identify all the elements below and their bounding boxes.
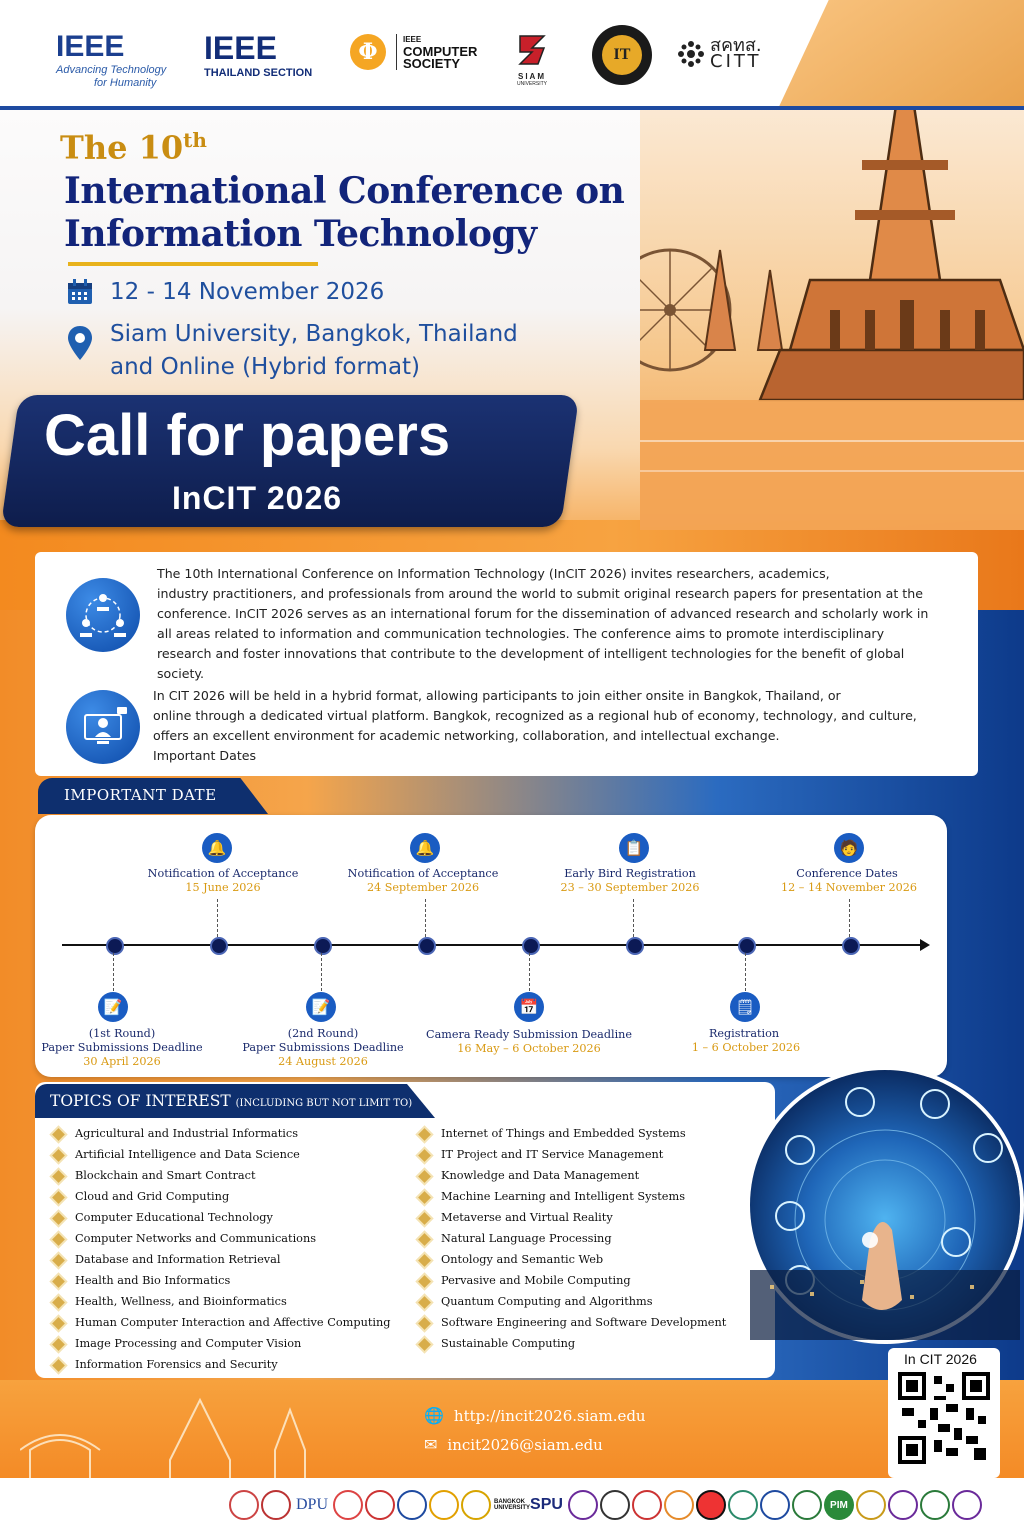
topic-label: Blockchain and Smart Contract (75, 1169, 256, 1182)
topic-item (420, 1312, 726, 1333)
partner-seal-icon (429, 1490, 459, 1520)
diamond-bullet-icon (52, 1338, 65, 1351)
partner-seal-icon (333, 1490, 363, 1520)
topic-item (420, 1165, 726, 1186)
ieee-tagline: Advancing Technology (56, 64, 167, 76)
diamond-bullet-icon (418, 1233, 431, 1246)
form-icon: 🗒 (730, 992, 760, 1022)
topic-label: Image Processing and Computer Vision (75, 1337, 302, 1350)
citt-thai: สคทส. (710, 35, 762, 56)
partner-seal-icon (365, 1490, 395, 1520)
timeline-dot (522, 937, 540, 955)
bell-icon: 🔔 (410, 833, 440, 863)
globe-icon: 🌐 (424, 1406, 444, 1425)
ordinal-text: The 10 (60, 128, 184, 167)
partner-seal-icon (856, 1490, 886, 1520)
milestone-connector (849, 899, 850, 937)
milestone-date: 12 – 14 November 2026 (781, 881, 917, 894)
partner-seal-icon (632, 1490, 662, 1520)
partner-seal-icon (600, 1490, 630, 1520)
topic-item (54, 1144, 391, 1165)
timeline-arrow (920, 939, 930, 951)
diamond-bullet-icon (52, 1170, 65, 1183)
ieee-thailand-logo-text: IEEE (204, 30, 277, 66)
milestone-date: 30 April 2026 (83, 1055, 161, 1068)
partner-dpu: DPU (296, 1496, 329, 1513)
intro-p1-line: The 10th International Conference on Information Technology (InCIT 2026) invites researchers, academics, (157, 566, 830, 581)
calendar-clock-icon: 📅 (514, 992, 544, 1022)
timeline-axis (62, 944, 924, 946)
partner-logos (228, 1490, 983, 1520)
venue-line2: and Online (Hybrid format) (110, 354, 421, 380)
intro-p2-line: online through a dedicated virtual platform. Bangkok, recognized as a regional hub of economy, technology, and culture, (153, 708, 917, 723)
milestone-round: (2nd Round) (287, 1027, 359, 1040)
it-faculty-seal-logo (592, 25, 652, 85)
bell-icon: 🔔 (202, 833, 232, 863)
milestone-title: Notification of Acceptance (147, 867, 299, 880)
topic-label: Database and Information Retrieval (75, 1253, 281, 1266)
milestone-connector (529, 953, 530, 991)
diamond-bullet-icon (52, 1254, 65, 1267)
milestone-date: 1 – 6 October 2026 (691, 1041, 801, 1054)
milestone-title: Paper Submissions Deadline (242, 1041, 404, 1054)
topics-heading-text: TOPICS OF INTEREST (50, 1092, 231, 1110)
topic-item (54, 1333, 391, 1354)
topic-label: Ontology and Semantic Web (441, 1253, 604, 1266)
conference-title-line1: International Conference on (64, 170, 625, 212)
qr-code-label: In CIT 2026 (904, 1351, 977, 1367)
topic-label: Agricultural and Industrial Informatics (75, 1127, 298, 1140)
topic-item (54, 1270, 391, 1291)
topics-column-2 (420, 1123, 726, 1354)
siam-sub: UNIVERSITY (516, 81, 547, 87)
siam-name: SIAM (518, 72, 546, 81)
intro-p2-line: offers an excellent environment for academic networking, collaboration, and intellectual exchange. (153, 728, 780, 743)
topic-label: Information Forensics and Security (75, 1358, 278, 1371)
intro-p1-line: all areas related to information and communication technologies. The conference aims to promote interdisciplinary (157, 626, 885, 641)
topic-label: Computer Educational Technology (75, 1211, 273, 1224)
milestone-connector (633, 899, 634, 937)
milestone-connector (425, 899, 426, 937)
topic-item (420, 1333, 726, 1354)
intro-p1-line: society. (157, 666, 205, 681)
it-badge: IT (602, 35, 642, 75)
milestone-date: 16 May – 6 October 2026 (457, 1042, 601, 1055)
topic-label: Knowledge and Data Management (441, 1169, 640, 1182)
milestone-title: Early Bird Registration (564, 867, 696, 880)
diamond-bullet-icon (52, 1149, 65, 1162)
milestone-connector (321, 953, 322, 991)
ieee-tagline-2: for Humanity (94, 77, 157, 89)
partner-seal-icon (229, 1490, 259, 1520)
diamond-bullet-icon (52, 1317, 65, 1330)
partner-seal-icon (792, 1490, 822, 1520)
ieee-thailand-sub: THAILAND SECTION (204, 67, 313, 79)
diamond-bullet-icon (418, 1128, 431, 1141)
phi-icon: Φ (350, 34, 386, 70)
email-address[interactable]: incit2026@siam.edu (447, 1435, 603, 1454)
topic-item (54, 1123, 391, 1144)
diamond-bullet-icon (418, 1296, 431, 1309)
partner-pim: PIM (824, 1490, 854, 1520)
diamond-bullet-icon (52, 1275, 65, 1288)
intro-paragraph-1 (157, 564, 947, 684)
timeline-dot (842, 937, 860, 955)
timeline-dot (210, 937, 228, 955)
milestone-title: Conference Dates (796, 867, 898, 880)
diamond-bullet-icon (52, 1212, 65, 1225)
diamond-bullet-icon (52, 1296, 65, 1309)
milestone-date: 24 August 2026 (278, 1055, 368, 1068)
ieee-logo-text: IEEE (56, 30, 125, 63)
partner-seal-icon (397, 1490, 427, 1520)
partner-seal-icon (888, 1490, 918, 1520)
milestone-date: 24 September 2026 (366, 881, 480, 894)
citt-flower-icon (676, 39, 706, 69)
diamond-bullet-icon (418, 1170, 431, 1183)
partner-bangkok-university: BANGKOK UNIVERSITY (494, 1499, 531, 1511)
event-dates-text: 12 - 14 November 2026 (110, 279, 385, 305)
topic-item (420, 1186, 726, 1207)
topic-item (420, 1270, 726, 1291)
diamond-bullet-icon (418, 1212, 431, 1225)
conference-title-line2: Information Technology (64, 213, 537, 255)
email-link[interactable] (424, 1435, 603, 1454)
partner-seal-icon (261, 1490, 291, 1520)
event-dates (66, 278, 384, 306)
call-for-papers-title: Call for papers (44, 403, 451, 468)
milestone-connector (217, 899, 218, 937)
ordinal-suffix: th (183, 128, 207, 152)
topic-item (420, 1123, 726, 1144)
timeline-dot (106, 937, 124, 955)
topic-item (54, 1249, 391, 1270)
location-pin-icon (66, 324, 94, 364)
milestone-title: Notification of Acceptance (347, 867, 499, 880)
diamond-bullet-icon (418, 1317, 431, 1330)
partner-logo-strip (0, 1478, 1024, 1536)
intro-p1-line: research and foster innovations that contribute to the development of intelligent technologies for the benefit of global (157, 646, 905, 661)
diamond-bullet-icon (418, 1275, 431, 1288)
diamond-bullet-icon (52, 1233, 65, 1246)
topic-label: Health, Wellness, and Bioinformatics (75, 1295, 287, 1308)
online-presenter-icon (66, 690, 140, 764)
topics-heading (50, 1092, 412, 1110)
timeline-dot (738, 937, 756, 955)
topic-item (420, 1207, 726, 1228)
topic-item (420, 1228, 726, 1249)
mail-icon: ✉ (424, 1435, 438, 1454)
topic-label: Machine Learning and Intelligent Systems (441, 1190, 685, 1203)
cs-line1: IEEE (403, 35, 422, 44)
intro-p2-line: Important Dates (153, 748, 257, 763)
topic-label: Natural Language Processing (441, 1232, 612, 1245)
partner-seal-icon (728, 1490, 758, 1520)
topic-item (54, 1165, 391, 1186)
title-underline (68, 262, 318, 266)
milestone-connector (745, 953, 746, 991)
topic-item (54, 1291, 391, 1312)
topic-label: Internet of Things and Embedded Systems (441, 1127, 686, 1140)
topic-item (54, 1186, 391, 1207)
milestone-connector (113, 953, 114, 991)
topic-label: Human Computer Interaction and Affective Computing (75, 1316, 391, 1329)
milestone-title: Camera Ready Submission Deadline (426, 1028, 632, 1041)
document-edit-icon: 📝 (98, 992, 128, 1022)
milestone-title: Paper Submissions Deadline (41, 1041, 203, 1054)
milestone-round: (1st Round) (88, 1027, 156, 1040)
diamond-bullet-icon (418, 1149, 431, 1162)
topic-item (420, 1291, 726, 1312)
partner-seal-icon (664, 1490, 694, 1520)
website-url[interactable]: http://incit2026.siam.edu (453, 1406, 646, 1425)
intro-p2-line: In CIT 2026 will be held in a hybrid format, allowing participants to join either onsite in Bangkok, Thailand, or (153, 688, 841, 703)
diamond-bullet-icon (52, 1128, 65, 1141)
qr-code-icon[interactable] (898, 1372, 990, 1464)
intro-p1-line: industry practitioners, and professionals from around the world to submit original research papers for presentation at the (157, 586, 923, 601)
ieee-thailand-logo (204, 30, 312, 79)
document-edit-icon: 📝 (306, 992, 336, 1022)
venue-line1: Siam University, Bangkok, Thailand (110, 321, 518, 347)
cs-line3: SOCIETY (403, 56, 461, 71)
important-date-heading: IMPORTANT DATE (64, 786, 217, 804)
technology-hand-image (750, 1070, 1020, 1340)
topic-label: Computer Networks and Communications (75, 1232, 317, 1245)
clipboard-icon: 📋 (619, 833, 649, 863)
partner-seal-icon (696, 1490, 726, 1520)
topic-item (54, 1228, 391, 1249)
diamond-bullet-icon (418, 1254, 431, 1267)
topics-column-1 (54, 1123, 391, 1375)
partner-seal-icon (461, 1490, 491, 1520)
partner-spu: SPU (530, 1496, 563, 1513)
citt-name: CITT (710, 51, 762, 72)
topics-heading-note: (INCLUDING BUT NOT LIMIT TO) (235, 1098, 413, 1109)
timeline-dot (314, 937, 332, 955)
topic-label: Software Engineering and Software Development (441, 1316, 727, 1329)
diamond-bullet-icon (418, 1191, 431, 1204)
topic-label: Artificial Intelligence and Data Science (75, 1148, 300, 1161)
ieee-computer-society-logo (350, 34, 477, 70)
topic-label: Cloud and Grid Computing (75, 1190, 230, 1203)
topic-item (420, 1249, 726, 1270)
topic-item (54, 1207, 391, 1228)
intro-p1-line: conference. InCIT 2026 serves as an international forum for the dissemination of advanced research and scholarly work in (157, 606, 929, 621)
topic-label: IT Project and IT Service Management (441, 1148, 664, 1161)
citt-logo (676, 35, 762, 72)
cs-line2: COMPUTER (403, 44, 478, 59)
partner-seal-icon (568, 1490, 598, 1520)
conference-ordinal (60, 128, 207, 167)
topic-label: Metaverse and Virtual Reality (441, 1211, 613, 1224)
event-venue (66, 318, 518, 384)
community-network-icon (66, 578, 140, 652)
diamond-bullet-icon (418, 1338, 431, 1351)
diamond-bullet-icon (52, 1359, 65, 1372)
siam-s-icon (512, 32, 552, 68)
timeline-dot (626, 937, 644, 955)
topic-label: Quantum Computing and Algorithms (441, 1295, 653, 1308)
timeline-dot (418, 937, 436, 955)
topic-item (54, 1354, 391, 1375)
call-for-papers-subtitle: InCIT 2026 (172, 480, 343, 516)
intro-paragraph-2 (153, 686, 943, 766)
milestone-title: Registration (708, 1027, 780, 1040)
topic-label: Sustainable Computing (441, 1337, 576, 1350)
topic-item (54, 1312, 391, 1333)
topic-item (420, 1144, 726, 1165)
calendar-icon (66, 278, 94, 306)
partner-seal-icon (760, 1490, 790, 1520)
ieee-logo (56, 30, 166, 90)
topic-label: Pervasive and Mobile Computing (441, 1274, 631, 1287)
presenter-icon: 🧑 (834, 833, 864, 863)
milestone-date: 15 June 2026 (185, 881, 261, 894)
partner-seal-icon (952, 1490, 982, 1520)
diamond-bullet-icon (52, 1191, 65, 1204)
website-link[interactable] (424, 1406, 646, 1425)
siam-university-logo (512, 32, 552, 87)
partner-seal-icon (920, 1490, 950, 1520)
milestone-date: 23 – 30 September 2026 (560, 881, 700, 894)
topic-label: Health and Bio Informatics (75, 1274, 231, 1287)
